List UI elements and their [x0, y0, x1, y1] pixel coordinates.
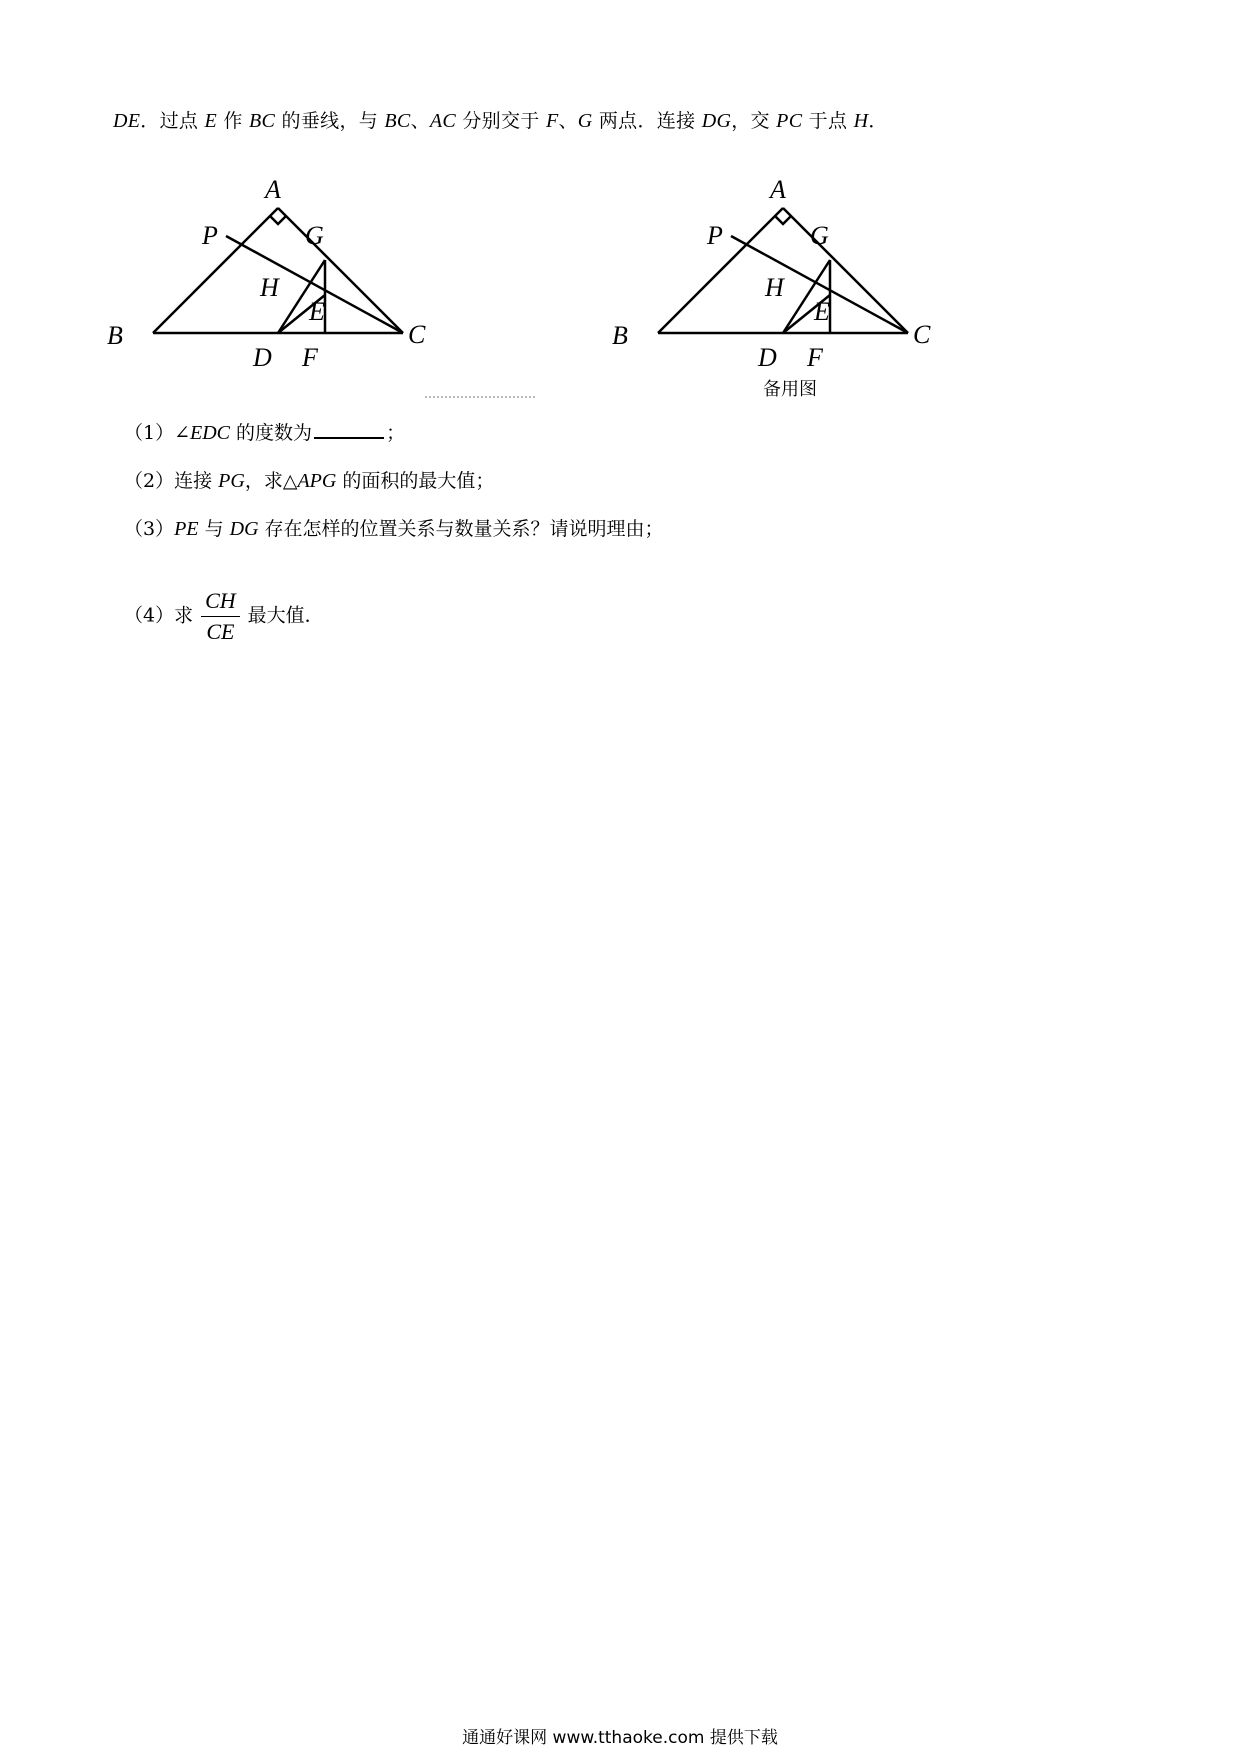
svg-text:E: E — [309, 297, 325, 326]
svg-text:D: D — [253, 343, 272, 372]
geometry-figure-main — [107, 150, 455, 410]
svg-text:C: C — [913, 320, 931, 349]
svg-text:B: B — [107, 321, 123, 350]
svg-text:P: P — [707, 221, 723, 250]
svg-text:G: G — [305, 221, 324, 250]
svg-text:B: B — [612, 321, 628, 350]
svg-text:H: H — [765, 273, 784, 302]
question-2: （2）连接 PG，求△APG 的面积的最大值； — [124, 470, 495, 492]
svg-text:P: P — [202, 221, 218, 250]
faint-caption-remnant — [425, 396, 535, 401]
fraction-ch-over-ce: $\frac{CH}{CE}$ — [201, 586, 240, 647]
svg-text:G: G — [810, 221, 829, 250]
intro-text: DE．过点 E 作 BC 的垂线，与 BC、AC 分别交于 F、G 两点．连接 DG，交 PC 于点 H． — [113, 110, 888, 132]
svg-text:C: C — [408, 320, 426, 349]
svg-text:F: F — [302, 343, 318, 372]
footer-source: 通通好课网 www.tthaoke.com 提供下载 — [462, 1728, 778, 1748]
svg-text:A: A — [770, 175, 786, 204]
svg-text:D: D — [758, 343, 777, 372]
question-3: （3）PE 与 DG 存在怎样的位置关系与数量关系？请说明理由； — [124, 518, 664, 540]
svg-text:F: F — [807, 343, 823, 372]
question-1: （1）∠EDC 的度数为 ； — [124, 418, 405, 445]
svg-text:A: A — [265, 175, 281, 204]
answer-blank[interactable] — [314, 419, 384, 439]
backup-figure-caption: 备用图 — [763, 379, 817, 400]
geometry-figure-backup — [612, 150, 960, 410]
question-4: （4）求 $\frac{CH}{CE}$ 最大值． — [124, 586, 324, 647]
svg-text:H: H — [260, 273, 279, 302]
svg-text:E: E — [814, 297, 830, 326]
